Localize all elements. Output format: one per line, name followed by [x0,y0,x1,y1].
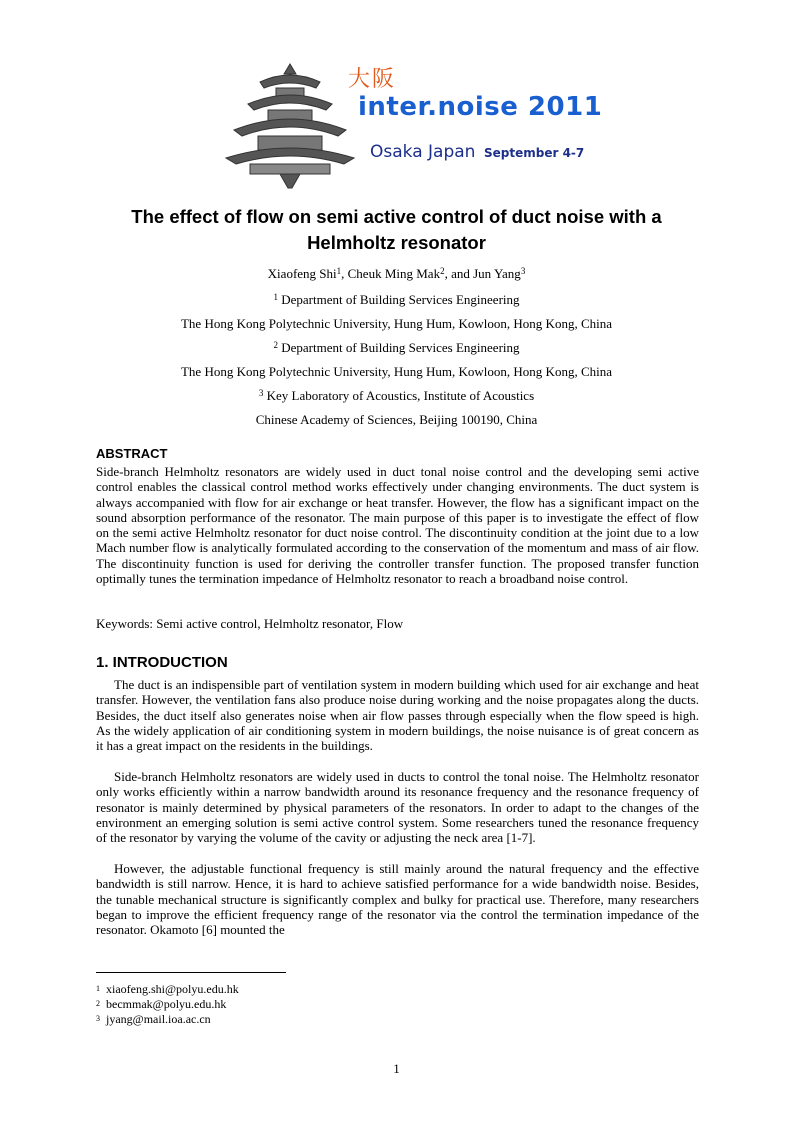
intro-paragraph: The duct is an indispensible part of ventilation system in modern building which used for air exchange and heat transfer. However, the ventilation fans also produce noise during working and the noise propagates along the ducts. Besides, the duct itself also generates noise when air flow passes through especially when the flow speed is high. As the widely application of air conditioning system in modern buildings, the noise nuisance is of great concern as it has a great impact on the residents in the buildings. [96,677,699,754]
abstract-text: Side-branch Helmholtz resonators are widely used in duct tonal noise control and the developing semi active control enables the classical control method works effectively under changing environments. The duct system is always accompanied with flow for air exchange or heat transfer. However, the flow has a significant impact on the sound absorption performance of the resonator. The main purpose of this paper is to investigate the effect of flow on the semi active Helmholtz resonator for duct noise control. The discontinuity condition at the joint due to a low Mach number flow is analytically formulated according to the conservation of the momentum and mass of air flow. The discontinuity function is used for deriving the controller transfer function. The proposed transfer function optimally tunes the termination impedance of Helmholtz resonator to reach a broadband noise control. [96,464,699,587]
footnote-email[interactable]: becmmak@polyu.edu.hk [106,997,227,1011]
affiliation-dept-text: Department of Building Services Engineering [281,292,520,307]
section-heading-introduction: 1. INTRODUCTION [96,654,228,671]
logo-city: Osaka Japan [370,142,476,162]
author-mark: 1 [336,266,342,276]
affiliation-dept [96,388,697,403]
page-number: 1 [393,1061,400,1076]
author-name: Xiaofeng Shi [267,266,337,281]
footnote-mark: 2 [96,999,100,1008]
author-name: Jun Yang [473,266,521,281]
paper-title-line1: The effect of flow on semi active control of duct noise with a [131,206,662,227]
author-list [96,266,697,281]
footnote-email[interactable]: xiaofeng.shi@polyu.edu.hk [106,982,239,996]
paper-title [96,204,697,256]
footnote-mark: 3 [96,1014,100,1023]
abstract-heading: ABSTRACT [96,446,168,461]
keywords: Keywords: Semi active control, Helmholtz resonator, Flow [96,616,404,631]
paper-title-line2: Helmholtz resonator [307,232,486,253]
footnote [96,982,239,996]
author-mark: 2 [440,266,445,276]
logo-title: inter.noise 2011 [358,92,603,122]
logo-kanji: 大阪 [348,67,397,92]
affiliation-org: The Hong Kong Polytechnic University, Hung Hum, Kowloon, Hong Kong, China [180,316,612,331]
footnote-mark: 1 [96,984,100,993]
affiliation-dept-text: Department of Building Services Engineering [281,340,520,355]
footnote-email[interactable]: jyang@mail.ioa.ac.cn [106,1012,211,1026]
intro-paragraph: However, the adjustable functional frequency is still mainly around the natural frequency and the effective bandwidth is still narrow. Hence, it is hard to achieve satisfied performance for a wide bandwidth noise. Besides, the tunable mechanical structure is significantly complex and bulky for practical use. Therefore, many researchers began to improve the efficient frequency range of the resonator via the control the termination impedance of the resonator. Okamoto [6] mounted the [96,861,699,938]
logo-dates: September 4-7 [484,146,585,160]
author-name: Cheuk Ming Mak [347,266,441,281]
affiliation-org: The Hong Kong Polytechnic University, Hung Hum, Kowloon, Hong Kong, China [180,364,612,379]
author-separator: , [341,266,348,281]
footnote-rule [96,972,286,973]
affiliation-mark: 2 [273,340,278,350]
author-mark: 3 [520,266,526,276]
affiliation-mark: 3 [258,388,264,398]
affiliation-dept [96,292,697,307]
affiliation-org: Chinese Academy of Sciences, Beijing 100190, China [255,412,538,427]
author-separator: , and [444,266,474,281]
footnote [96,1012,211,1026]
footnote [96,997,226,1011]
conference-logo-pagoda [220,60,360,190]
affiliation-dept-text: Key Laboratory of Acoustics, Institute of Acoustics [266,388,535,403]
intro-paragraph: Side-branch Helmholtz resonators are widely used in ducts to control the tonal noise. The Helmholtz resonator only works efficiently within a narrow bandwidth around its resonance frequency and the resonance frequency of resonator is mainly determined by physical parameters of the resonators. In order to adapt to the changes of the environment an emerging solution is semi active control system. Some researchers tuned the resonance frequency of the resonator by varying the volume of the cavity or adjusting the neck area [1-7]. [96,769,699,846]
affiliation-mark: 1 [273,292,278,302]
affiliation-dept [96,340,697,355]
